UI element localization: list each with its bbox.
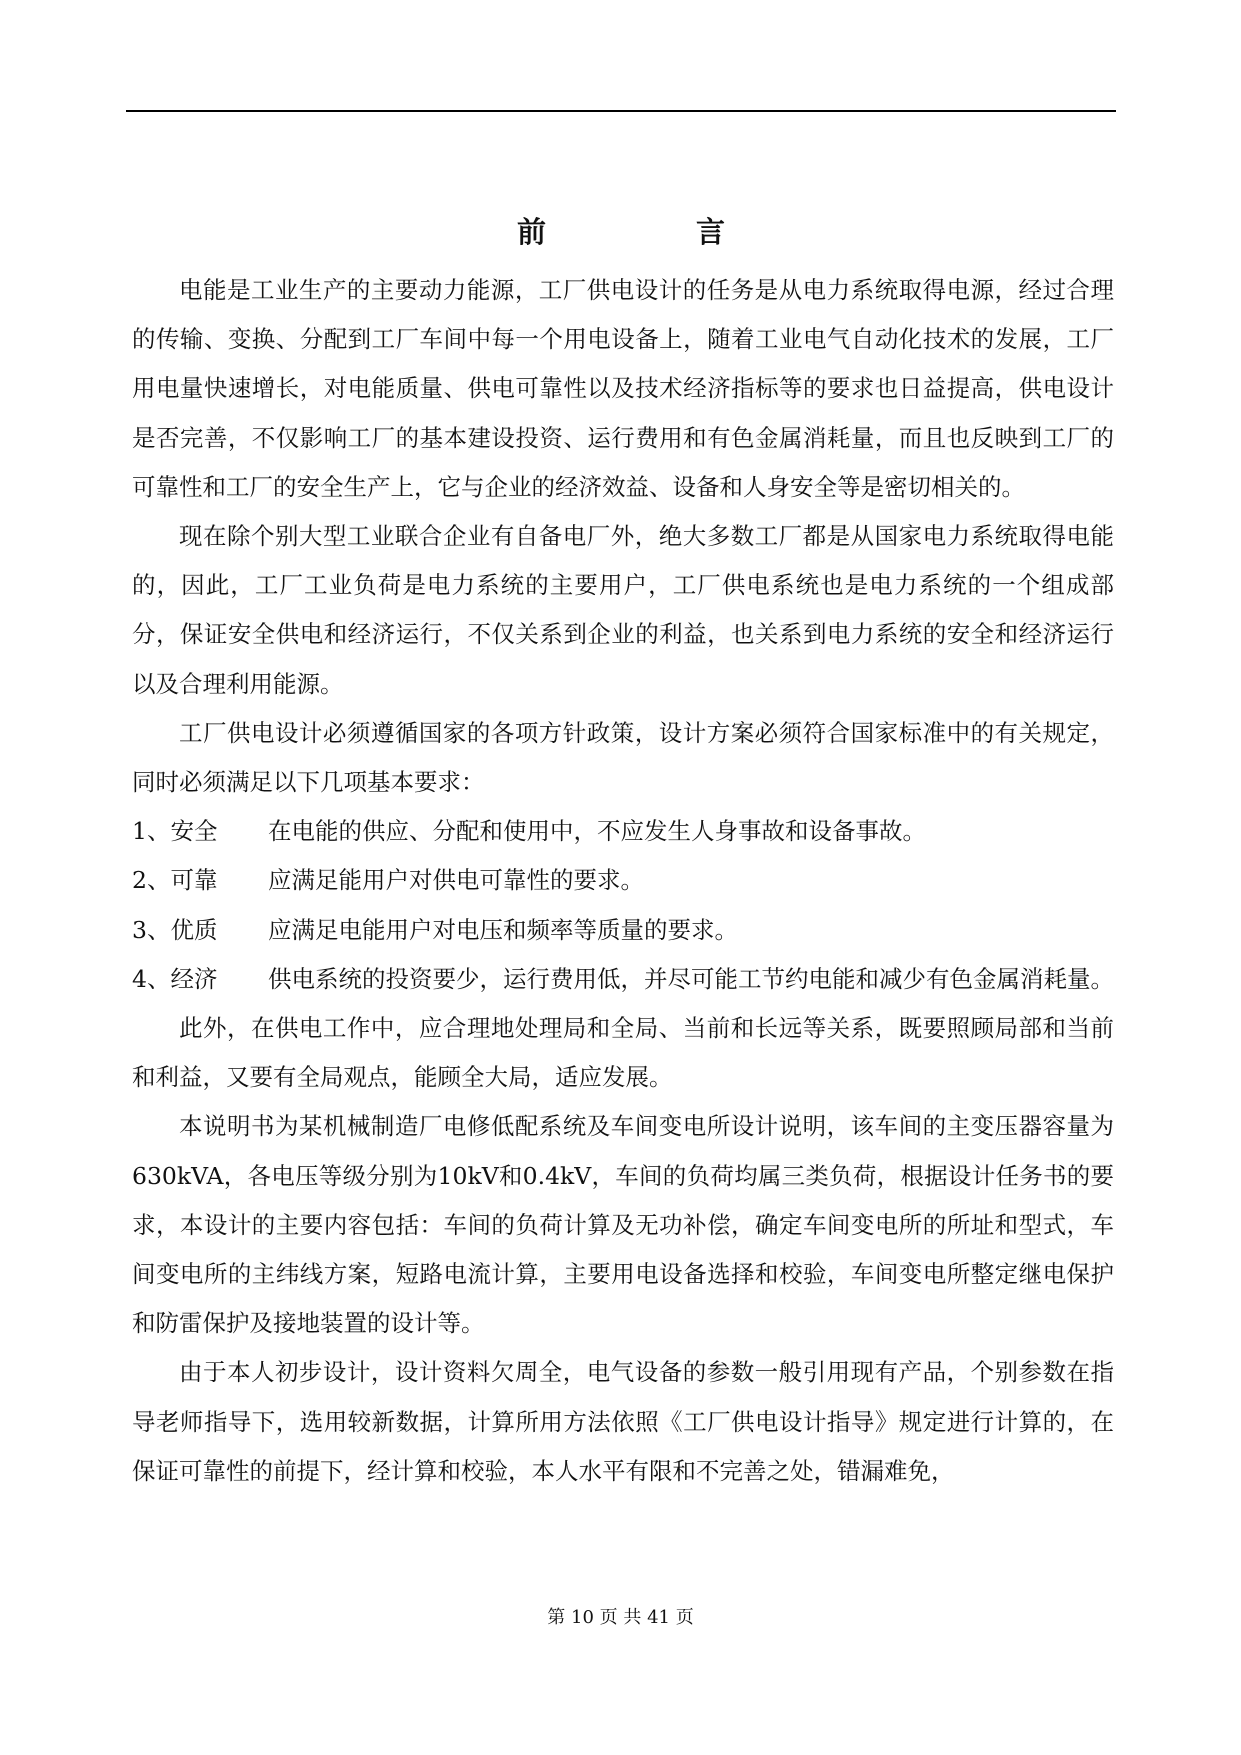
- requirement-text: 供电系统的投资要少，运行费用低，并尽可能工节约电能和减少有色金属消耗量。: [268, 964, 1114, 993]
- requirement-key: 3、优质: [132, 915, 218, 944]
- requirement-item: [132, 807, 1114, 856]
- paragraph: 本说明书为某机械制造厂电修低配系统及车间变电所设计说明，该车间的主变压器容量为630kVA，各电压等级分别为10kV和0.4kV，车间的负荷均属三类负荷，根据设计任务书的要求，本设计的主要内容包括：车间的负荷计算及无功补偿，确定车间变电所的所址和型式，车间变电所的主纬线方案，短路电流计算，主要用电设备选择和校验，车间变电所整定继电保护和防雷保护及接地装置的设计等。: [132, 1112, 1114, 1338]
- requirement-key: 1、安全: [132, 817, 218, 846]
- requirement-key: 4、经济: [132, 964, 218, 993]
- paragraph: 现在除个别大型工业联合企业有自备电厂外，绝大多数工厂都是从国家电力系统取得电能的，因此，工厂工业负荷是电力系统的主要用户，工厂供电系统也是电力系统的一个组成部分，保证安全供电和经济运行，不仅关系到企业的利益，也关系到电力系统的安全和经济运行以及合理利用能源。: [132, 522, 1114, 698]
- paragraph: 此外，在供电工作中，应合理地处理局和全局、当前和长远等关系，既要照顾局部和当前和利益，又要有全局观点，能顾全大局，适应发展。: [132, 1014, 1114, 1092]
- requirement-text: 应满足电能用户对电压和频率等质量的要求。: [268, 915, 738, 944]
- requirement-item: [132, 906, 1114, 955]
- header-rule: [126, 110, 1116, 112]
- requirement-key: 2、可靠: [132, 866, 218, 895]
- paragraph: 电能是工业生产的主要动力能源，工厂供电设计的任务是从电力系统取得电源，经过合理的传输、变换、分配到工厂车间中每一个用电设备上，随着工业电气自动化技术的发展，工厂用电量快速增长，对电能质量、供电可靠性以及技术经济指标等的要求也日益提高，供电设计是否完善，不仅影响工厂的基本建设投资、运行费用和有色金属消耗量，而且也反映到工厂的可靠性和工厂的安全生产上，它与企业的经济效益、设备和人身安全等是密切相关的。: [132, 276, 1114, 501]
- page-footer: 第 10 页 共 41 页: [547, 1607, 694, 1628]
- page-title: 前言: [516, 215, 875, 249]
- paragraph: 由于本人初步设计，设计资料欠周全，电气设备的参数一般引用现有产品，个别参数在指导老师指导下，选用较新数据，计算所用方法依照《工厂供电设计指导》规定进行计算的，在保证可靠性的前提下，经计算和校验，本人水平有限和不完善之处，错漏难免，: [132, 1358, 1114, 1485]
- requirement-item: [132, 856, 1114, 905]
- body-text: [132, 266, 1114, 1496]
- requirement-text: 应满足能用户对供电可靠性的要求。: [268, 866, 644, 895]
- requirement-item: [132, 955, 1114, 1004]
- requirement-text: 在电能的供应、分配和使用中，不应发生人身事故和设备事故。: [268, 817, 926, 846]
- paragraph: 工厂供电设计必须遵循国家的各项方针政策，设计方案必须符合国家标准中的有关规定，同时必须满足以下几项基本要求：: [132, 718, 1114, 797]
